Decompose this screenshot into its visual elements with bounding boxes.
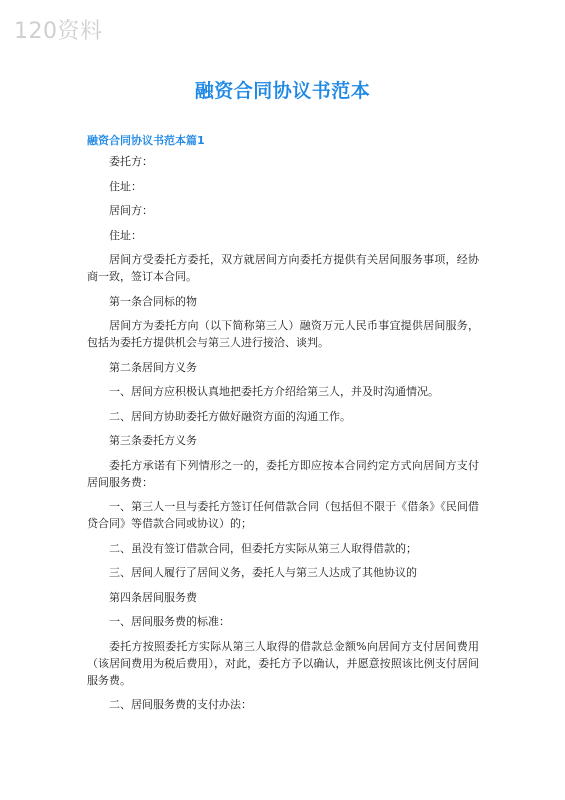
document-title: 融资合同协议书范本 bbox=[194, 80, 371, 102]
article-2-item-2: 二、居间方协助委托方做好融资方面的沟通工作。 bbox=[109, 409, 351, 423]
article-2-item-1: 一、居间方应积极认真地把委托方介绍给第三人，并及时沟通情况。 bbox=[109, 385, 439, 398]
paragraph-broker-address: 住址： bbox=[109, 228, 142, 242]
document-body bbox=[87, 153, 479, 721]
article-4-item-1: 一、居间服务费的标准： bbox=[109, 615, 230, 628]
article-3-item-1: 一、第三人一旦与委托方签订任何借款合同（包括但不限于《借条》《民间借贷合同》等借款合同或协议）的； bbox=[87, 500, 479, 530]
article-4-item-2: 二、居间服务费的支付办法： bbox=[109, 698, 252, 711]
watermark: 120资料 bbox=[14, 19, 103, 44]
section-heading: 融资合同协议书范本篇1 bbox=[87, 134, 205, 147]
article-4-heading: 第四条居间服务费 bbox=[109, 590, 197, 604]
paragraph-broker: 居间方： bbox=[109, 204, 153, 217]
article-1-heading: 第一条合同标的物 bbox=[109, 294, 197, 308]
article-3-item-2: 二、虽没有签订借款合同，但委托方实际从第三人取得借款的； bbox=[109, 541, 417, 555]
article-2-heading: 第二条居间方义务 bbox=[109, 360, 197, 374]
article-4-item-1-body: 委托方按照委托方实际从第三人取得的借款总金额%向居间方支付居间费用（该居间费用为税后费用），对此，委托方予以确认，并愿意按照该比例支付居间服务费。 bbox=[87, 639, 479, 687]
paragraph-client-address: 住址： bbox=[109, 179, 142, 193]
article-3-heading: 第三条委托方义务 bbox=[109, 434, 197, 447]
paragraph-client: 委托方： bbox=[109, 155, 153, 168]
article-1-body: 居间方为委托方向（以下简称第三人）融资万元人民币事宜提供居间服务，包括为委托方提供机会与第三人进行接洽、谈判。 bbox=[87, 319, 479, 349]
article-3-intro: 委托方承诺有下列情形之一的，委托方即应按本合同约定方式向居间方支付居间服务费： bbox=[87, 458, 479, 489]
paragraph-preamble: 居间方受委托方委托，双方就居间方向委托方提供有关居间服务事项，经协商一致，签订本合同。 bbox=[87, 253, 479, 283]
article-3-item-3: 三、居间人履行了居间义务，委托人与第三人达成了其他协议的 bbox=[109, 566, 417, 579]
